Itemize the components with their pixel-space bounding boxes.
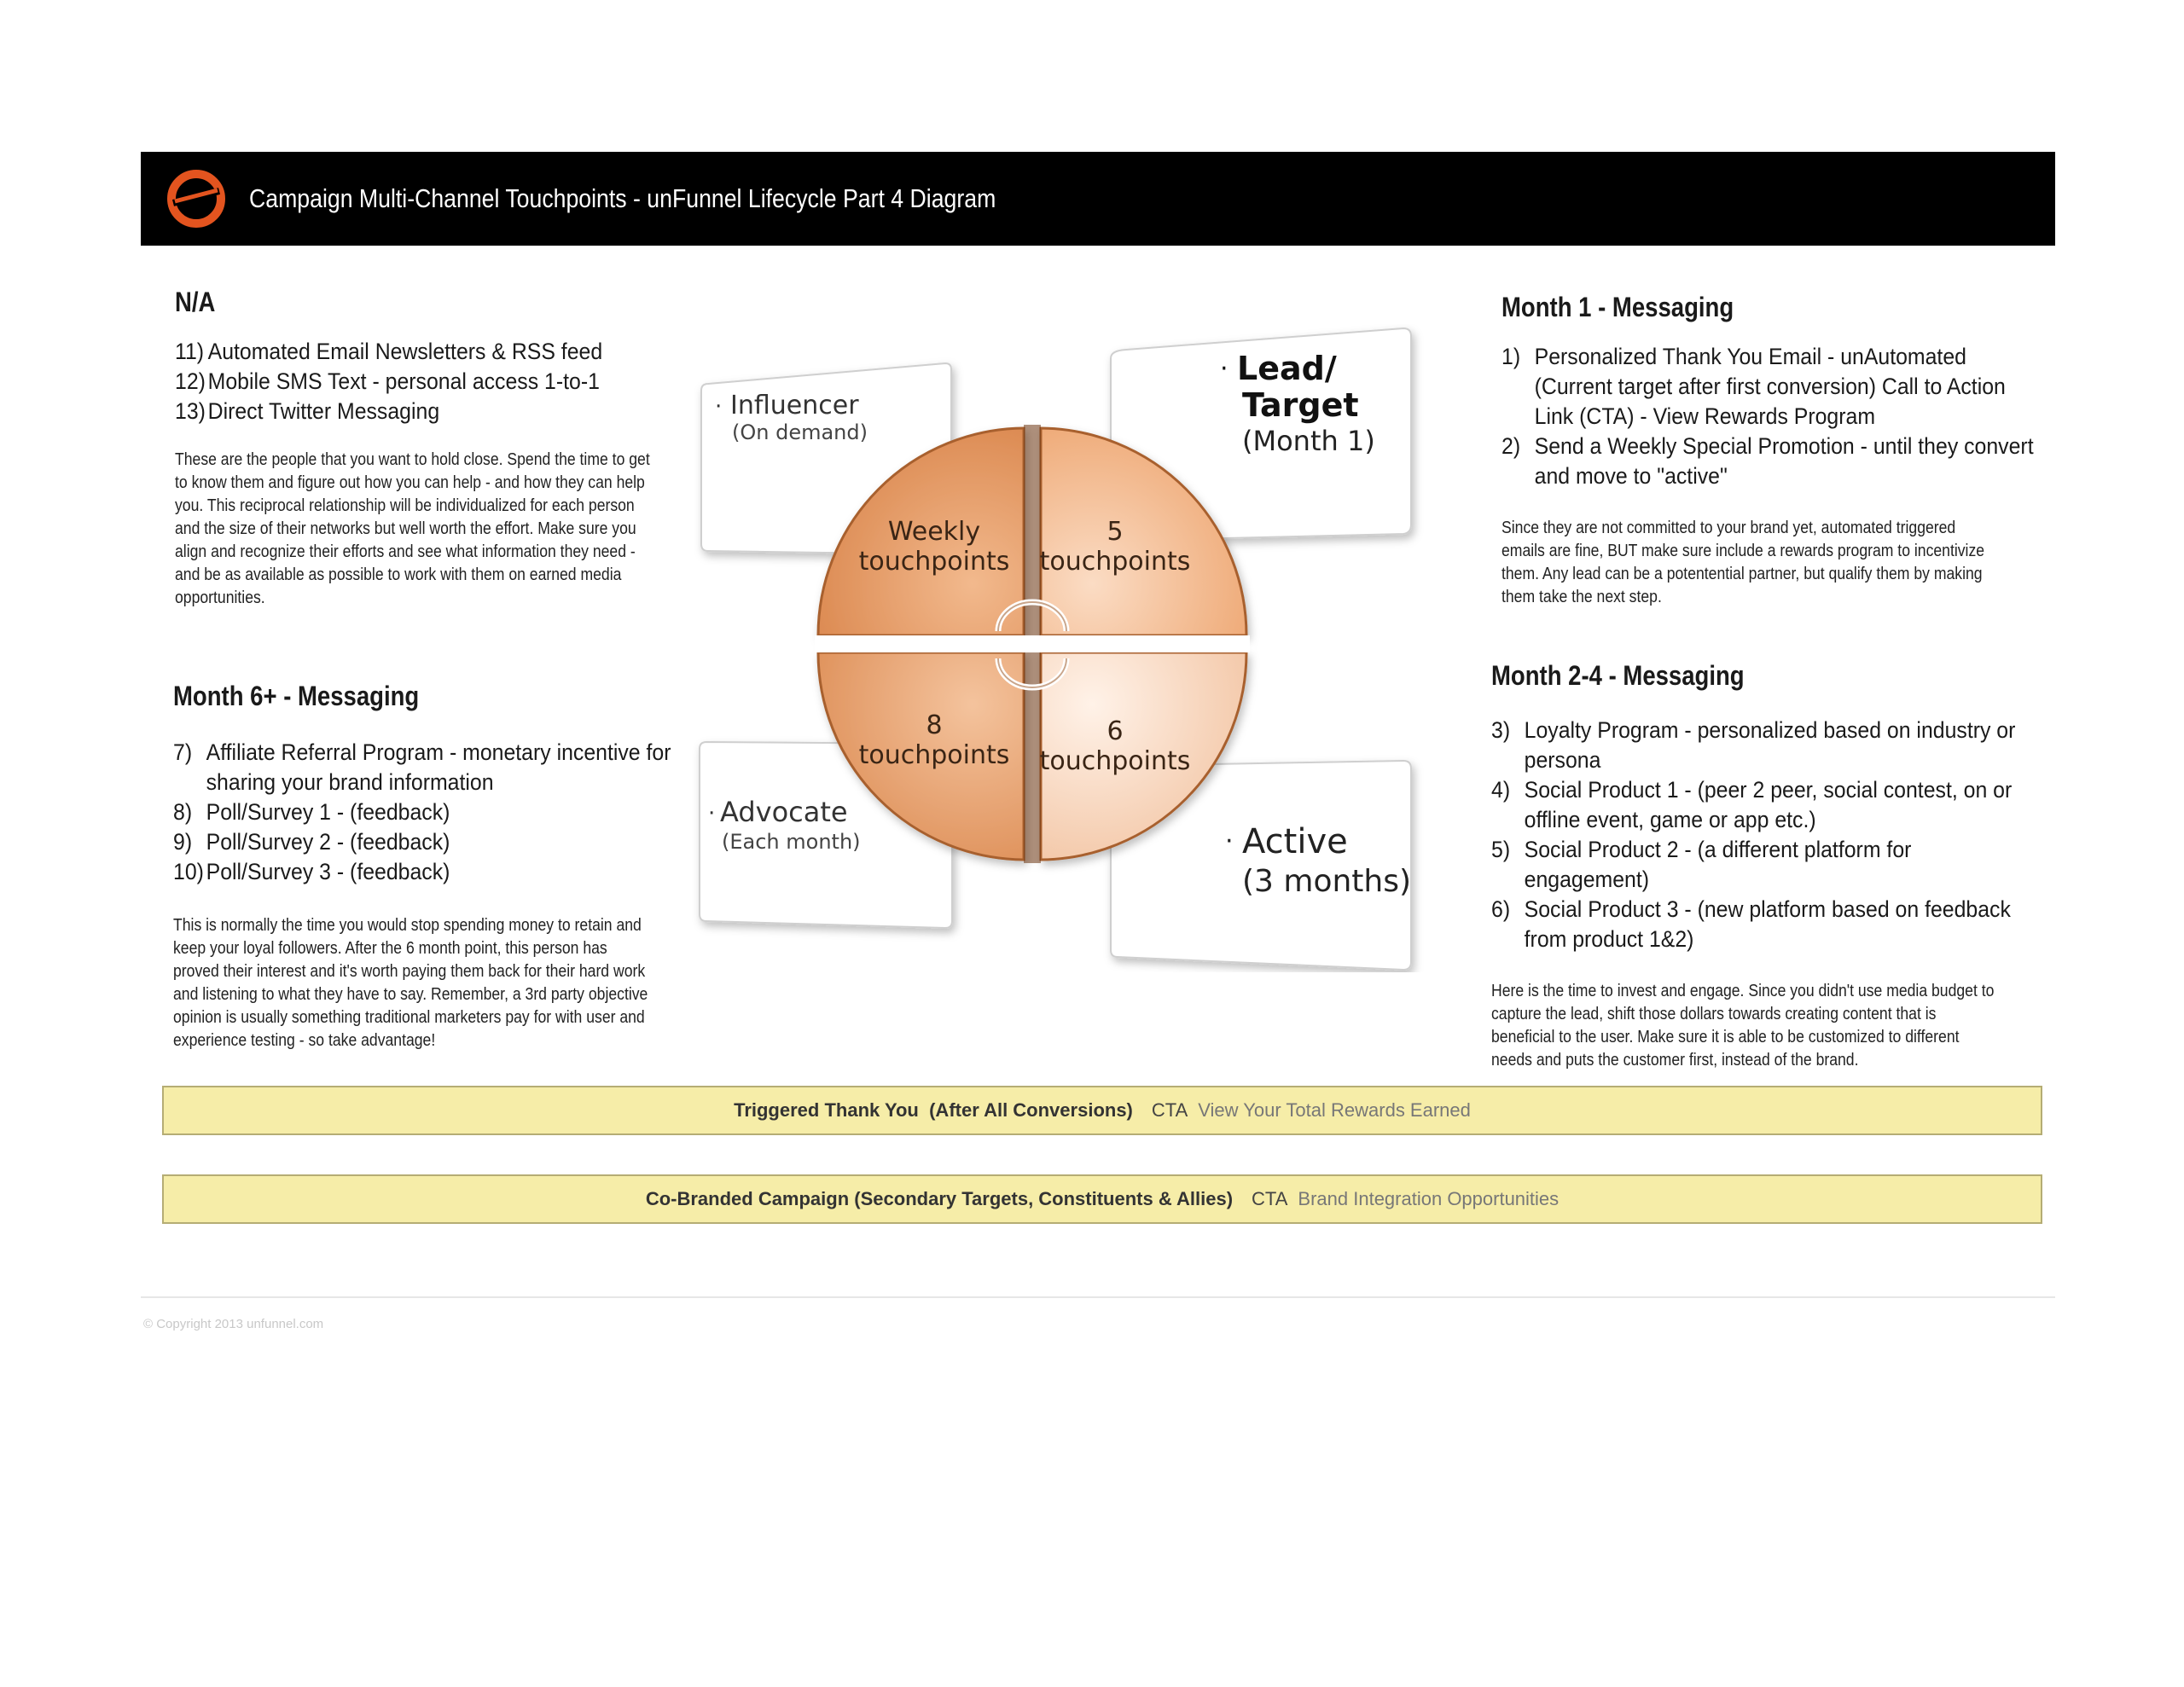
header-bar [141, 152, 2055, 246]
left-bottom-section [173, 681, 671, 1052]
svg-text:·: · [715, 394, 723, 420]
list-item: 3) Loyalty Program - personalized based on industry or persona [1491, 717, 2016, 773]
lifecycle-diagram [691, 324, 1433, 972]
section-heading: Month 6+ - Messaging [173, 681, 420, 711]
banner-cta-value: Brand Integration Opportunities [1298, 1188, 1560, 1209]
list-item: 5) Social Product 2 - (a different platform for engagement) [1491, 837, 1912, 892]
section-heading: N/A [175, 287, 216, 317]
list-item: 13) Direct Twitter Messaging [175, 398, 440, 424]
active-title: Active [1242, 822, 1348, 861]
quadrant-tl-line1: Weekly [887, 517, 981, 547]
svg-text:·: · [1220, 354, 1228, 384]
list-item: 8) Poll/Survey 1 - (feedback) [173, 799, 450, 825]
quadrant-tr-line2: touchpoints [1039, 547, 1191, 577]
page-title: Campaign Multi-Channel Touchpoints - unFunnel Lifecycle Part 4 Diagram [249, 183, 996, 213]
item-list [173, 738, 671, 887]
influencer-sub: (On demand) [732, 420, 868, 444]
section-note: Here is the time to invest and engage. Since you didn't use media budget to capture the lead, shift those dollars towards creating content that is beneficial to the user. Make sure it is able to be customized to different needs and puts the customer first, instead of the brand. [1491, 982, 1995, 1070]
section-note: Since they are not committed to your brand yet, automated triggered emails are fine, BUT make sure include a rewards program to incentivize them. Any lead can be a potentential partner, but qualify them by making them take the next step. [1502, 519, 1985, 606]
quadrant-br-line1: 6 [1107, 716, 1124, 746]
lead-title-1: Lead/ [1237, 350, 1337, 387]
list-item: 4) Social Product 1 - (peer 2 peer, social contest, on or offline event, game or app etc.) [1491, 777, 2013, 832]
list-item: 12) Mobile SMS Text - personal access 1-to-1 [175, 368, 600, 394]
left-top-section [175, 287, 653, 610]
list-item: 9) Poll/Survey 2 - (feedback) [173, 829, 450, 855]
right-bottom-section [1491, 660, 2016, 1072]
section-note: These are the people that you want to hold close. Spend the time to get to know them and figure out how you can help - and how they can help you. This reciprocal relationship will be individualized for each person and the size of their networks but well worth the effort. Make sure you align and recognize their efforts and see what information they need - and be as available as possible to work with them on earned media opportunities. [175, 450, 650, 607]
item-list [1491, 716, 2016, 954]
svg-text:·: · [708, 801, 716, 826]
quadrant-tr-line1: 5 [1107, 517, 1124, 547]
list-item: 6) Social Product 3 - (new platform based on feedback from product 1&2) [1491, 896, 2011, 952]
advocate-title: Advocate [720, 796, 848, 828]
advocate-sub: (Each month) [722, 830, 861, 854]
section-heading: Month 2-4 - Messaging [1491, 660, 1745, 691]
quadrant-bl-line2: touchpoints [858, 740, 1010, 770]
svg-text:·: · [1225, 826, 1234, 856]
list-item: 1) Personalized Thank You Email - unAutomated (Current target after first conversion) Call to Action Link (CTA) - View Rewards Program [1502, 344, 2006, 429]
footer-divider [141, 1296, 2055, 1298]
active-sub: (3 months) [1242, 864, 1412, 899]
item-list [1502, 342, 2034, 491]
influencer-title: Influencer [730, 391, 859, 420]
unfunnel-logo-icon [166, 169, 226, 229]
quadrant-bl-line1: 8 [926, 710, 943, 740]
item-list [175, 337, 653, 426]
lead-sub: (Month 1) [1242, 425, 1375, 457]
list-item: 10) Poll/Survey 3 - (feedback) [173, 859, 450, 884]
quadrant-tl-line2: touchpoints [858, 547, 1010, 577]
right-top-section [1502, 292, 2034, 609]
list-item: 2) Send a Weekly Special Promotion - until they convert and move to "active" [1502, 433, 2034, 489]
section-heading: Month 1 - Messaging [1502, 292, 1734, 322]
co-branded-campaign-banner: Co-Branded Campaign (Secondary Targets, Constituents & Allies) CTA Brand Integration Opportunities [162, 1174, 2042, 1224]
banner-cta-value: View Your Total Rewards Earned [1198, 1099, 1471, 1121]
triggered-thank-you-banner: Triggered Thank You (After All Conversions) CTA View Your Total Rewards Earned [162, 1086, 2042, 1135]
quadrant-br-line2: touchpoints [1039, 746, 1191, 776]
section-note: This is normally the time you would stop spending money to retain and keep your loyal followers. After the 6 month point, this person has proved their interest and it's worth paying them back for their hard work and listening to what they have to say. Remember, a 3rd party objective opinion is usually something traditional marketers pay for with user and experience testing - so take advantage! [173, 916, 648, 1050]
lead-title-2: Target [1242, 386, 1359, 424]
list-item: 11) Automated Email Newsletters & RSS feed [175, 339, 603, 364]
list-item: 7) Affiliate Referral Program - monetary incentive for sharing your brand information [173, 739, 671, 795]
copyright-text: © Copyright 2013 unfunnel.com [143, 1317, 324, 1331]
